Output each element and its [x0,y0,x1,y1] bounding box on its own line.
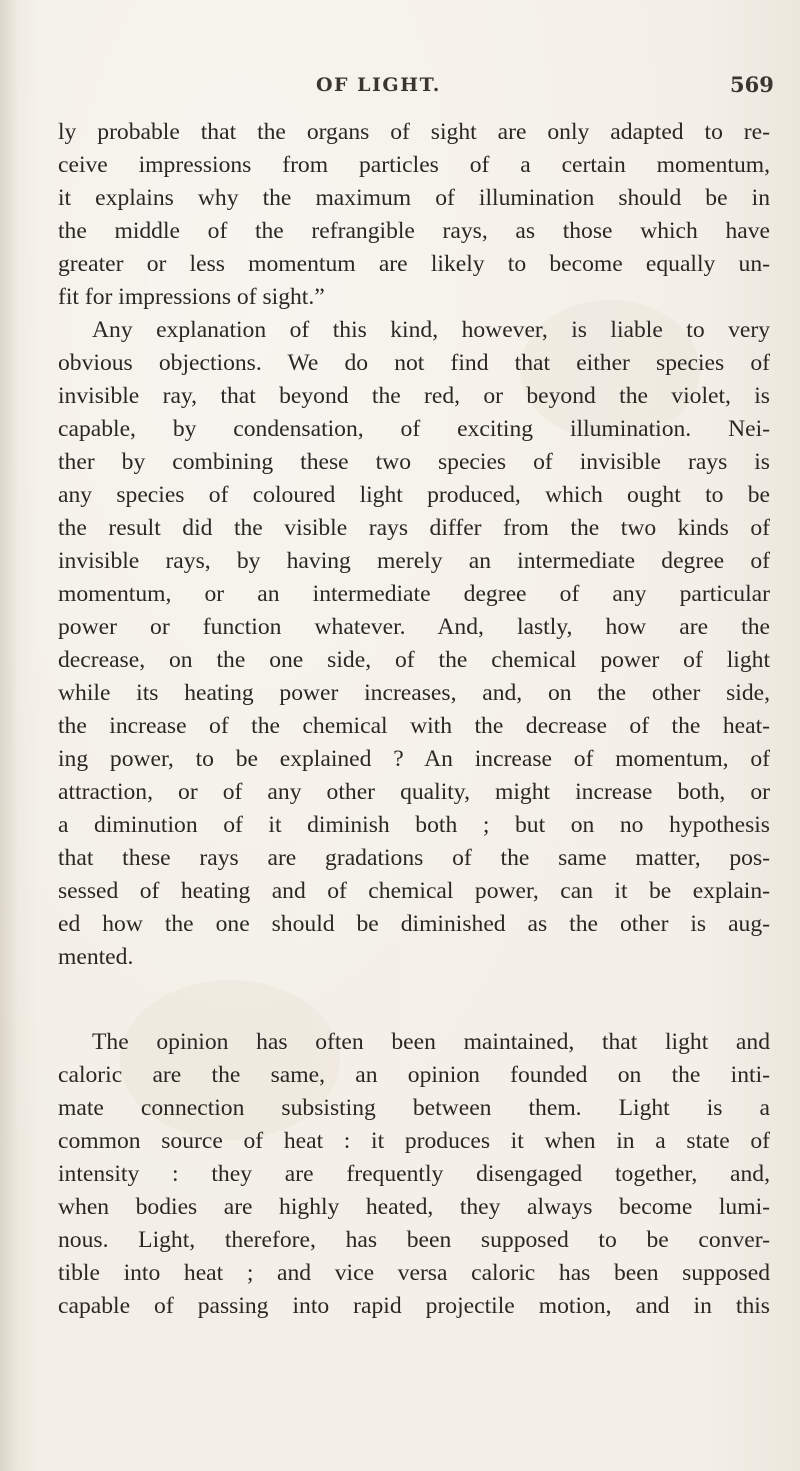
text-line: mented. [58,944,134,970]
text-line: tible into heat ; and vice versa caloric has been supposed [58,1260,770,1286]
text-line: that these rays are gradations of the same matter, pos- [58,845,770,871]
page-number: 569 [730,72,774,97]
text-line: a diminution of it diminish both ; but on no hypothesis [58,812,770,838]
text-line: fit for impressions of sight.” [58,284,325,310]
body-text [58,116,770,1323]
text-line: sessed of heating and of chemical power, can it be explain- [58,878,770,904]
text-line: ly probable that the organs of sight are only adapted to re- [58,119,770,145]
text-line: the result did the visible rays differ from the two kinds of [58,515,770,541]
text-line: caloric are the same, an opinion founded on the inti- [58,1062,770,1088]
text-line: ing power, to be explained ? An increase of momentum, of [58,746,770,772]
text-line: power or function whatever. And, lastly, how are the [58,614,770,640]
text-line: nous. Light, therefore, has been supposed to be conver- [58,1227,770,1253]
text-line: capable of passing into rapid projectile motion, and in this [58,1293,770,1319]
paragraph [58,1026,770,1323]
paragraph [58,314,770,974]
page-gutter-shadow [0,0,18,1471]
text-line: greater or less momentum are likely to become equally un- [58,251,770,277]
text-line: The opinion has often been maintained, that light and [92,1029,770,1055]
text-line: the middle of the refrangible rays, as those which have [58,218,770,244]
text-line: intensity : they are frequently disengaged together, and, [58,1161,770,1187]
paragraph [58,116,770,314]
running-title: OF LIGHT. [316,74,441,96]
text-line: the increase of the chemical with the decrease of the heat- [58,713,770,739]
text-line: momentum, or an intermediate degree of any particular [58,581,770,607]
text-line: attraction, or of any other quality, might increase both, or [58,779,770,805]
text-line: while its heating power increases, and, on the other side, [58,680,770,706]
text-line: mate connection subsisting between them. Light is a [58,1095,770,1121]
text-line: when bodies are highly heated, they always become lumi- [58,1194,770,1220]
paragraph-gap [58,974,770,1026]
text-line: common source of heat : it produces it when in a state of [58,1128,770,1154]
text-line: capable, by condensation, of exciting illumination. Nei- [58,416,770,442]
text-line: ther by combining these two species of invisible rays is [58,449,770,475]
text-line: obvious objections. We do not find that either species of [58,350,770,376]
text-line: invisible rays, by having merely an intermediate degree of [58,548,770,574]
text-line: decrease, on the one side, of the chemical power of light [58,647,770,673]
text-line: ceive impressions from particles of a certain momentum, [58,152,770,178]
text-line: it explains why the maximum of illumination should be in [58,185,770,211]
text-line: ed how the one should be diminished as the other is aug- [58,911,770,937]
text-line: invisible ray, that beyond the red, or beyond the violet, is [58,383,770,409]
text-line: any species of coloured light produced, which ought to be [58,482,770,508]
text-line: Any explanation of this kind, however, is liable to very [92,317,770,343]
